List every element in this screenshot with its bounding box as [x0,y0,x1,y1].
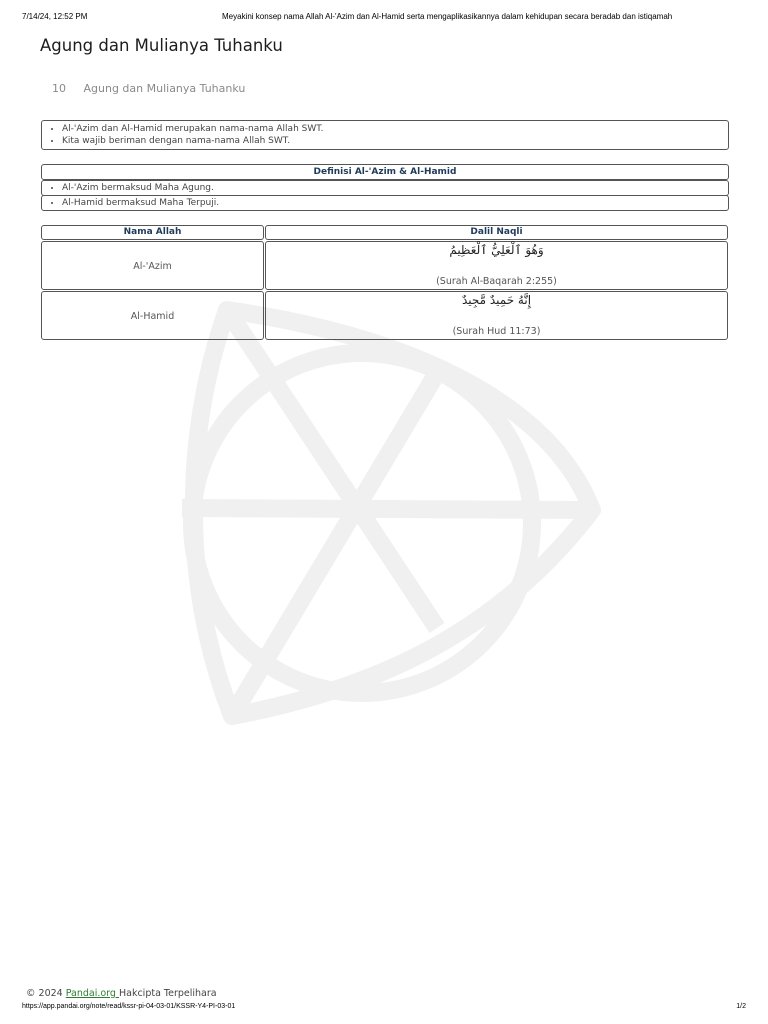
table-cell-name: Al-Hamid [41,291,264,340]
print-url: https://app.pandai.org/note/read/kssr-pi-04-03-01/KSSR-Y4-PI-03-01 [22,1003,236,1010]
section-number: 10 [52,82,66,95]
definition-item: • Al-Hamid bermaksud Maha Terpuji. [62,197,728,209]
copyright-prefix: © 2024 [26,988,66,999]
arabic-verse: إِنَّهُ حَمِيدٌ مَّجِيدٌ [461,293,532,307]
definition-box [41,180,729,196]
definition-box [41,195,729,211]
definition-item: • Al-'Azim bermaksud Maha Agung. [62,182,728,194]
intro-point: • Kita wajib beriman dengan nama-nama Allah SWT. [62,135,728,147]
section-title: Agung dan Mulianya Tuhanku [83,82,246,95]
print-footer [22,1003,746,1015]
intro-box [41,120,729,150]
table-header-dalil: Dalil Naqli [265,225,728,240]
arabic-verse: وَهُوَ ٱلْعَلِيُّ ٱلْعَظِيمُ [449,243,544,257]
intro-list [42,121,728,147]
definitions-title: Definisi Al-'Azim & Al-Hamid [41,164,729,180]
pandai-link[interactable]: Pandai.org [65,988,119,999]
page-number: 1/2 [736,1003,746,1010]
verse-reference: (Surah Hud 11:73) [452,326,541,337]
copyright-suffix: Hakcipta Terpelihara [118,988,217,999]
page-title: Agung dan Mulianya Tuhanku [40,36,283,55]
print-document-title: Meyakini konsep nama Allah Al-'Azim dan Al-Hamid serta mengaplikasikannya dalam kehidupan secara beradab dan istiqamah [222,12,673,21]
section-heading [52,82,245,95]
print-header [22,12,746,24]
table-cell-name: Al-'Azim [41,241,264,290]
table-header-name: Nama Allah [41,225,264,240]
table-cell-dalil [265,241,728,290]
copyright [26,988,217,999]
print-timestamp: 7/14/24, 12:52 PM [22,12,88,21]
verse-reference: (Surah Al-Baqarah 2:255) [436,276,557,287]
table-cell-dalil [265,291,728,340]
watermark-logo [172,298,602,728]
intro-point: • Al-'Azim dan Al-Hamid merupakan nama-nama Allah SWT. [62,123,728,135]
